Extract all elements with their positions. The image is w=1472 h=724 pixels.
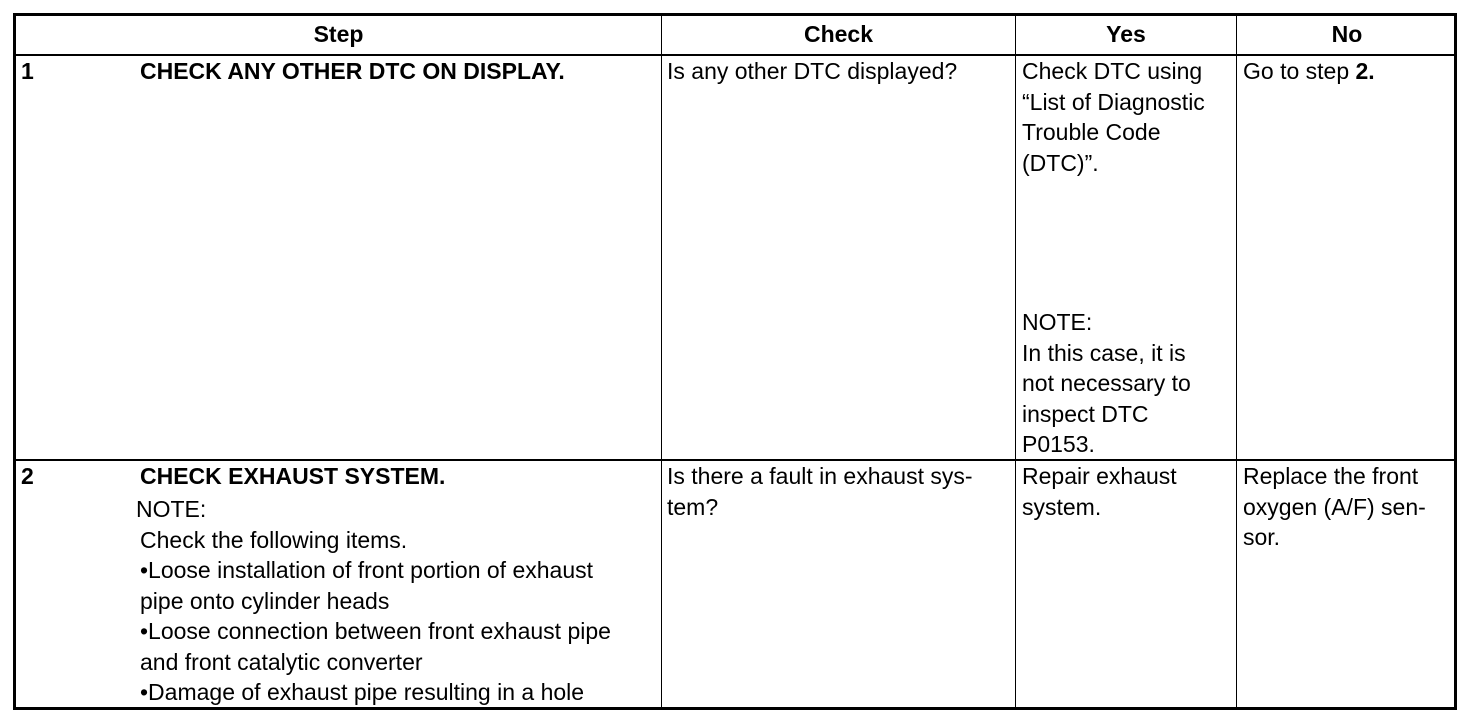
yes-text-2: Repair exhaust system. [1022,463,1177,520]
header-check: Check [803,21,874,47]
header-yes: Yes [1106,21,1146,47]
step-number-1: 1 [21,58,34,84]
column-divider-yes [1015,16,1016,707]
step-number-2: 2 [21,463,34,489]
no-text-1: Go to step 2. [1243,58,1375,84]
yes-note-1: NOTE: In this case, it is not necessary to inspect DTC P0153. [1022,309,1191,457]
header-no: No [1331,21,1363,47]
no-text-2: Replace the front oxygen (A/F) sen- sor. [1243,463,1426,550]
diagnostic-table [13,13,1457,710]
step-title-1: CHECK ANY OTHER DTC ON DISPLAY. [140,58,565,84]
column-divider-no [1236,16,1237,707]
step-note-2: NOTE: Check the following items. •Loose installation of front portion of exhaust pipe onto cylinder heads •Loose connection between front exhaust pipe and front catalytic converter •Damage of exhaust pipe resulting in a hole [136,496,611,705]
check-text-2: Is there a fault in exhaust sys- tem? [667,463,973,520]
column-divider-check [661,16,662,707]
header-step: Step [313,21,364,47]
yes-text-1: Check DTC using “List of Diagnostic Trouble Code (DTC)”. [1022,58,1205,176]
check-text-1: Is any other DTC displayed? [667,58,958,84]
step-title-2: CHECK EXHAUST SYSTEM. [140,463,446,489]
